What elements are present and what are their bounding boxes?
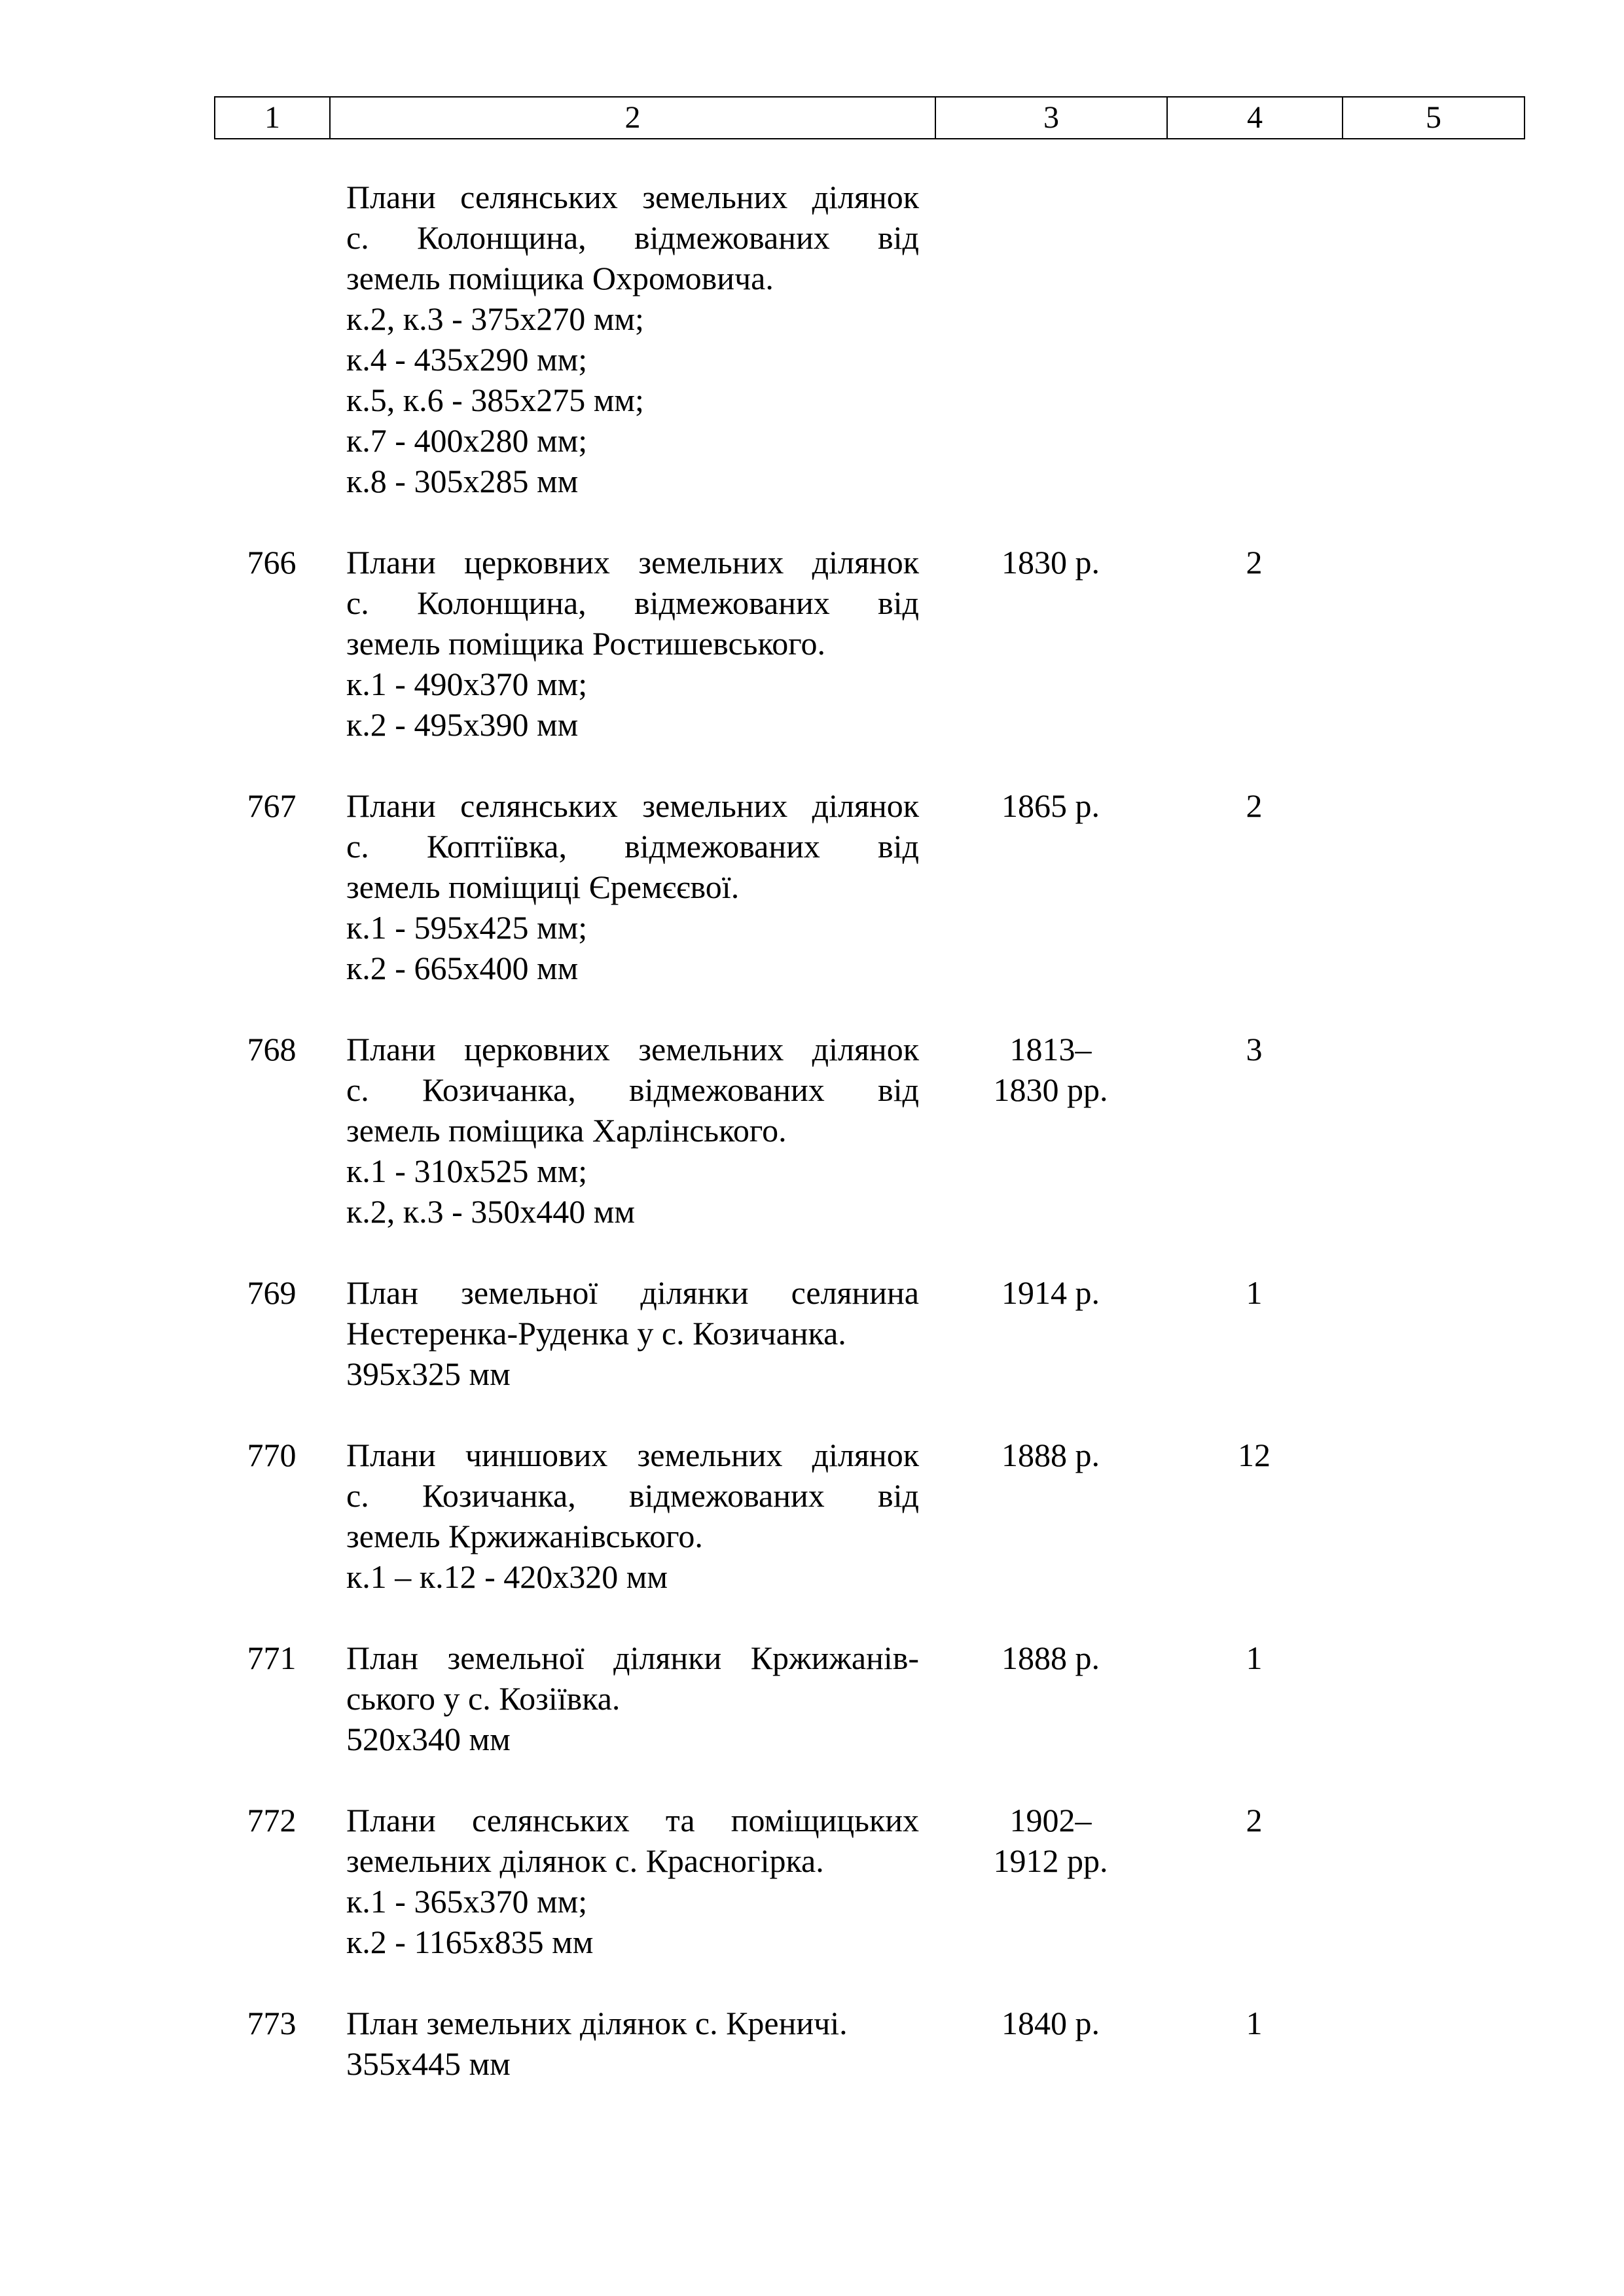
description-line: земель поміщика Охромовича. <box>346 260 774 296</box>
column-4-label: 4 <box>1167 97 1343 139</box>
entry-sheet-count: 1 <box>1246 1640 1263 1676</box>
description-line: земель поміщиці Єремєєвої. <box>346 869 740 905</box>
entry-date <box>935 177 1166 501</box>
entry-description <box>329 1272 935 1394</box>
entry-number: 766 <box>247 544 297 581</box>
size-line: к.1 - 595х425 мм; <box>346 909 588 946</box>
entry-number: 768 <box>247 1031 297 1067</box>
date-line: 1813– <box>1009 1031 1092 1067</box>
entry-notes <box>1342 1638 1524 1759</box>
size-line: 395х325 мм <box>346 1355 511 1392</box>
entry-number: 769 <box>247 1274 297 1311</box>
description-line: План земельної ділянки Кржижанів- <box>346 1640 919 1676</box>
description-line: с. Колонщина, відмежованих від <box>346 219 919 256</box>
entry-sheet-count: 2 <box>1246 1802 1263 1839</box>
size-line: к.2 - 1165х835 мм <box>346 1924 594 1960</box>
description-line: Нестеренка-Руденка у с. Козичанка. <box>346 1315 846 1352</box>
description-line: Плани церковних земельних ділянок <box>346 544 919 581</box>
entry-description <box>329 1435 935 1597</box>
date-line: 1912 рр. <box>993 1842 1108 1879</box>
entry-sheet-count: 2 <box>1246 544 1263 581</box>
size-line: к.2 - 495х390 мм <box>346 706 579 743</box>
date-line: 1888 р. <box>1001 1640 1100 1676</box>
description-line: земельних ділянок с. Красногірка. <box>346 1842 824 1879</box>
inventory-entry <box>214 542 1524 745</box>
date-line: 1840 р. <box>1001 2005 1100 2041</box>
description-line: с. Коптіївка, відмежованих від <box>346 828 919 865</box>
entry-number: 770 <box>247 1437 297 1473</box>
date-line: 1902– <box>1009 1802 1092 1839</box>
inventory-entry <box>214 1029 1524 1232</box>
entry-sheet-count <box>1166 177 1342 501</box>
entry-date <box>935 1272 1166 1394</box>
description-line: Плани селянських земельних ділянок <box>346 179 919 215</box>
inventory-entry <box>214 2003 1524 2084</box>
description-line: с. Колонщина, відмежованих від <box>346 584 919 621</box>
entry-sheet-count: 3 <box>1246 1031 1263 1067</box>
entry-date <box>935 542 1166 745</box>
entry-date <box>935 1435 1166 1597</box>
entry-sheet-count: 2 <box>1246 787 1263 824</box>
size-line: к.1 - 310х525 мм; <box>346 1153 588 1189</box>
size-line: к.2, к.3 - 375х270 мм; <box>346 300 644 337</box>
size-line: к.1 - 365х370 мм; <box>346 1883 588 1920</box>
entry-number: 771 <box>247 1640 297 1676</box>
entry-date <box>935 1800 1166 1962</box>
entry-description <box>329 1800 935 1962</box>
inventory-entry <box>214 1272 1524 1394</box>
description-line: Плани селянських та поміщицьких <box>346 1802 919 1839</box>
entry-notes <box>1342 785 1524 988</box>
entry-date <box>935 1638 1166 1759</box>
description-line: земель Кржижанівського. <box>346 1518 703 1554</box>
size-line: к.8 - 305х285 мм <box>346 463 579 499</box>
entry-sheet-count: 12 <box>1238 1437 1271 1473</box>
date-line: 1830 р. <box>1001 544 1100 581</box>
date-line: 1830 рр. <box>993 1071 1108 1108</box>
inventory-entries <box>214 177 1524 2084</box>
entry-date <box>935 785 1166 988</box>
description-line: План земельної ділянки селянина <box>346 1274 919 1311</box>
description-line: с. Козичанка, відмежованих від <box>346 1071 919 1108</box>
description-line: ського у с. Козіївка. <box>346 1680 621 1717</box>
entry-notes <box>1342 177 1524 501</box>
column-2-label: 2 <box>330 97 935 139</box>
size-line: 355х445 мм <box>346 2045 511 2082</box>
size-line: к.7 - 400х280 мм; <box>346 422 588 459</box>
description-line: земель поміщика Ростишевського. <box>346 625 825 662</box>
size-line: 520х340 мм <box>346 1721 511 1757</box>
entry-description <box>329 785 935 988</box>
entry-notes <box>1342 1435 1524 1597</box>
inventory-entry <box>214 177 1524 501</box>
entry-number: 772 <box>247 1802 297 1839</box>
entry-notes <box>1342 2003 1524 2084</box>
size-line: к.1 – к.12 - 420х320 мм <box>346 1558 668 1595</box>
inventory-entry <box>214 1638 1524 1759</box>
size-line: к.2, к.3 - 350х440 мм <box>346 1193 636 1230</box>
date-line: 1914 р. <box>1001 1274 1100 1311</box>
entry-sheet-count: 1 <box>1246 2005 1263 2041</box>
size-line: к.5, к.6 - 385х275 мм; <box>346 382 644 418</box>
entry-sheet-count: 1 <box>1246 1274 1263 1311</box>
description-line: Плани церковних земельних ділянок <box>346 1031 919 1067</box>
size-line: к.2 - 665х400 мм <box>346 950 579 986</box>
entry-date <box>935 1029 1166 1232</box>
description-line: земель поміщика Харлінського. <box>346 1112 787 1149</box>
entry-notes <box>1342 1800 1524 1962</box>
description-line: План земельних ділянок с. Креничі. <box>346 2005 848 2041</box>
entry-description <box>329 1029 935 1232</box>
description-line: Плани чиншових земельних ділянок <box>346 1437 919 1473</box>
date-line: 1865 р. <box>1001 787 1100 824</box>
inventory-entry <box>214 785 1524 988</box>
column-5-label: 5 <box>1343 97 1525 139</box>
entry-description <box>329 2003 935 2084</box>
entry-notes <box>1342 1029 1524 1232</box>
date-line: 1888 р. <box>1001 1437 1100 1473</box>
entry-number <box>214 177 329 501</box>
description-line: с. Козичанка, відмежованих від <box>346 1477 919 1514</box>
description-line: Плани селянських земельних ділянок <box>346 787 919 824</box>
entry-number: 773 <box>247 2005 297 2041</box>
inventory-entry <box>214 1800 1524 1962</box>
entry-notes <box>1342 1272 1524 1394</box>
entry-description <box>329 177 935 501</box>
column-1-label: 1 <box>215 97 330 139</box>
size-line: к.4 - 435х290 мм; <box>346 341 588 378</box>
size-line: к.1 - 490х370 мм; <box>346 666 588 702</box>
entry-description <box>329 542 935 745</box>
entry-number: 767 <box>247 787 297 824</box>
column-number-header <box>214 96 1525 139</box>
inventory-entry <box>214 1435 1524 1597</box>
entry-notes <box>1342 542 1524 745</box>
entry-description <box>329 1638 935 1759</box>
entry-date <box>935 2003 1166 2084</box>
column-3-label: 3 <box>935 97 1167 139</box>
